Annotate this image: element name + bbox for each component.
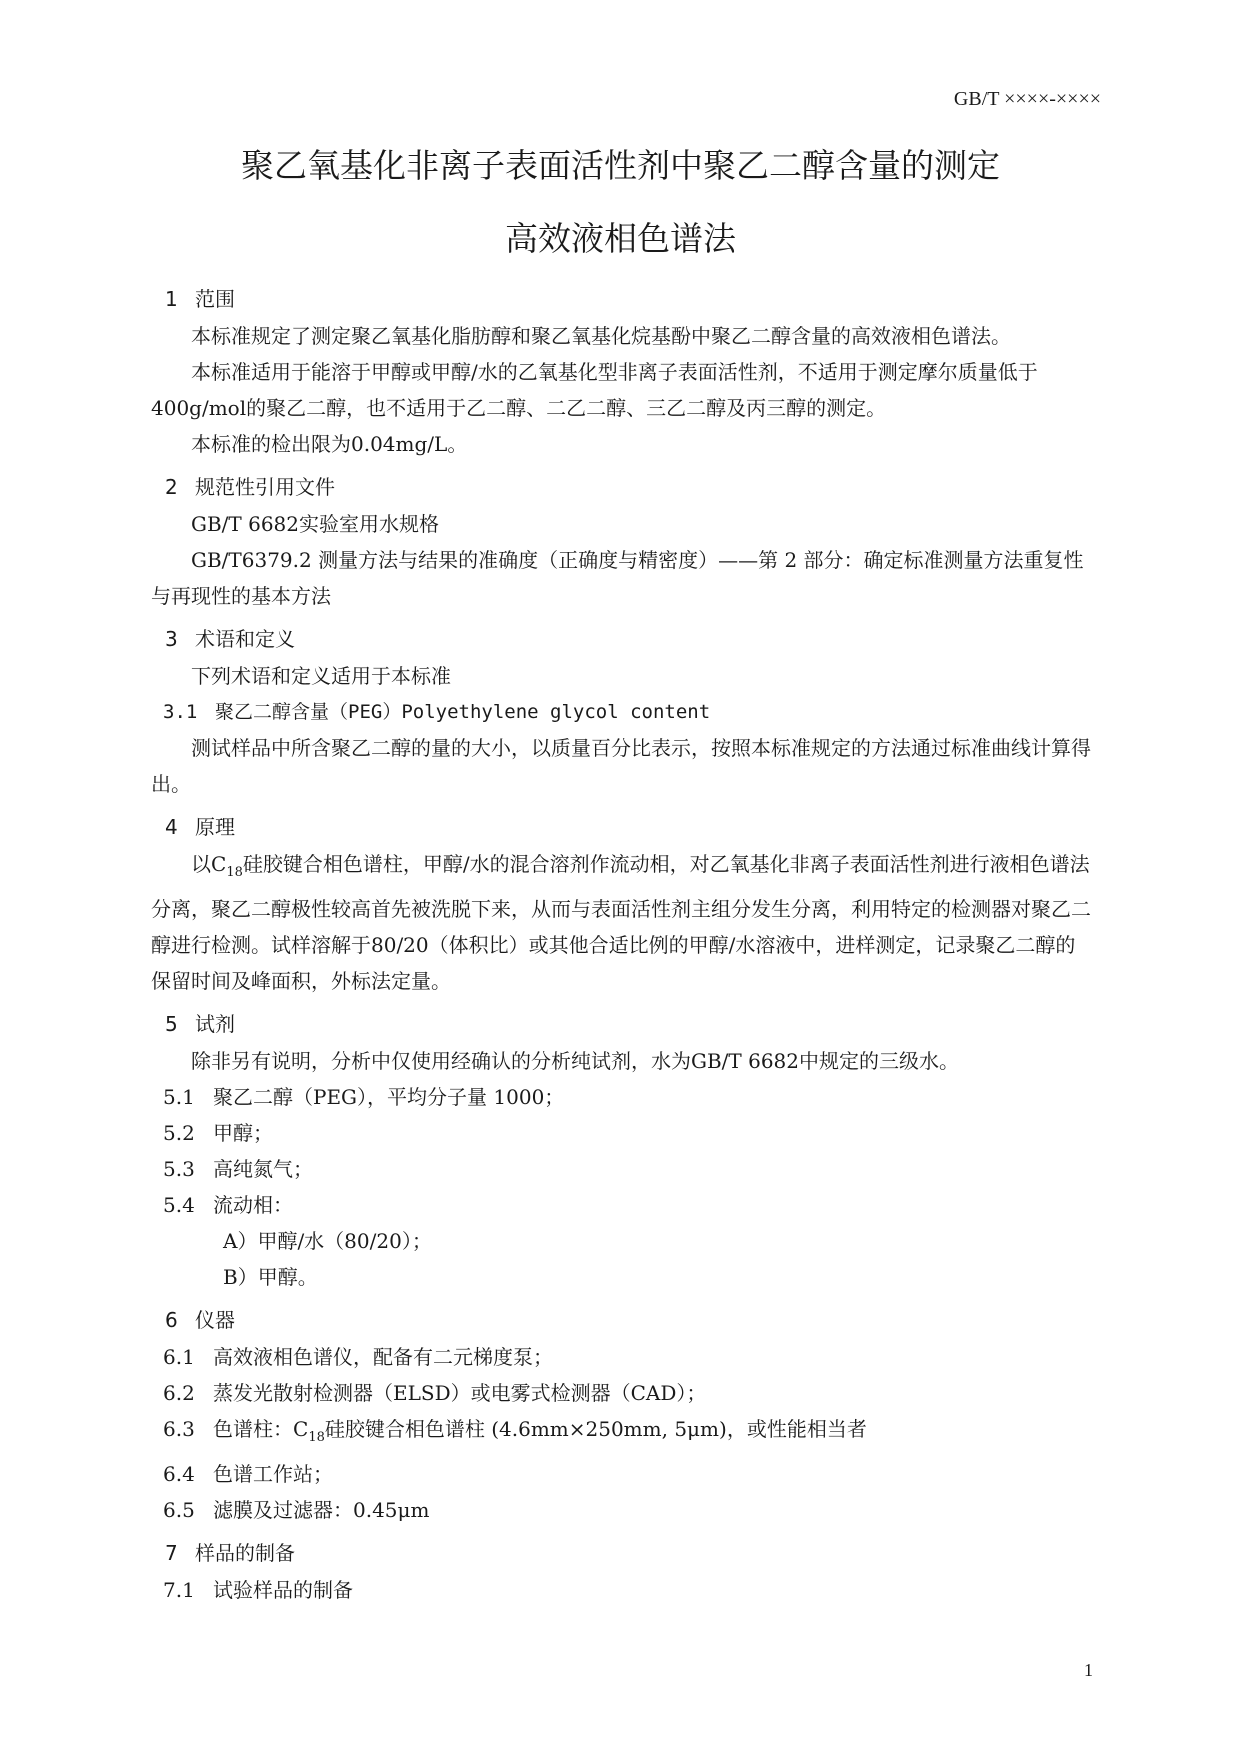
list-item xyxy=(151,1151,1091,1187)
section-title: 原理 xyxy=(195,815,235,839)
document-title: 聚乙氧基化非离子表面活性剂中聚乙二醇含量的测定 xyxy=(241,146,1000,185)
item-number: 5.1 xyxy=(163,1085,195,1109)
item-number: 5.2 xyxy=(163,1121,195,1145)
section-title: 规范性引用文件 xyxy=(195,475,335,499)
section-title: 范围 xyxy=(195,287,235,311)
item-number: 6.1 xyxy=(163,1345,195,1369)
section-heading-apparatus xyxy=(151,1301,1091,1339)
section-heading-sample-prep xyxy=(151,1534,1091,1572)
section-number: 1 xyxy=(165,287,178,311)
text-run: 以C xyxy=(191,852,227,876)
subscript: 18 xyxy=(226,865,243,880)
section-number: 3 xyxy=(165,627,178,651)
paragraph: 本标准规定了测定聚乙氧基化脂肪醇和聚乙氧基化烷基酚中聚乙二醇含量的高效液相色谱法。 xyxy=(191,324,1011,348)
paragraph: 本标准适用于能溶于甲醇或甲醇/水的乙氧基化型非离子表面活性剂，不适用于测定摩尔质量低于400g/mol的聚乙二醇，也不适用于乙二醇、二乙二醇、三乙二醇及丙三醇的测定。 xyxy=(151,360,1038,420)
item-number: 6.5 xyxy=(163,1498,195,1522)
list-item xyxy=(151,1079,1091,1115)
section-number: 5 xyxy=(165,1012,178,1036)
section-number: 4 xyxy=(165,815,178,839)
list-item xyxy=(151,1339,1091,1375)
item-text: 蒸发光散射检测器（ELSD）或电雾式检测器（CAD）； xyxy=(213,1381,707,1405)
page-number: 1 xyxy=(1084,1660,1093,1680)
list-item xyxy=(151,1115,1091,1151)
section-number: 6 xyxy=(165,1308,178,1332)
paragraph: 本标准的检出限为0.04mg/L。 xyxy=(191,432,468,456)
section-title: 仪器 xyxy=(195,1308,235,1332)
item-text: 高纯氮气； xyxy=(213,1157,313,1181)
item-text: 聚乙二醇（PEG），平均分子量 1000； xyxy=(213,1085,565,1109)
standard-code: GB/T ××××-×××× xyxy=(953,88,1101,110)
list-item xyxy=(151,1375,1091,1411)
section-number: 7 xyxy=(165,1541,178,1565)
item-text: 色谱工作站； xyxy=(213,1462,333,1486)
list-item xyxy=(151,1456,1091,1492)
list-item xyxy=(151,1492,1091,1528)
item-text: 流动相： xyxy=(213,1193,293,1217)
section-title: 试剂 xyxy=(195,1012,235,1036)
item-text: 滤膜及过滤器：0.45μm xyxy=(213,1498,430,1522)
item-text: 色谱柱：C xyxy=(213,1417,309,1441)
section-title: 样品的制备 xyxy=(195,1541,295,1565)
section-heading-terms xyxy=(151,620,1091,658)
section-heading-principle xyxy=(151,808,1091,846)
reference-item: GB/T6379.2 测量方法与结果的准确度（正确度与精密度）——第 2 部分：确定标准测量方法重复性与再现性的基本方法 xyxy=(151,548,1084,608)
subsection-heading xyxy=(151,1572,1091,1608)
subsection-heading xyxy=(151,694,1091,730)
item-number: 5.4 xyxy=(163,1193,195,1217)
reference-item: GB/T 6682实验室用水规格 xyxy=(191,512,440,536)
item-text: 硅胶键合相色谱柱 (4.6mm×250mm, 5μm)，或性能相当者 xyxy=(324,1417,867,1441)
item-text: 高效液相色谱仪，配备有二元梯度泵； xyxy=(213,1345,553,1369)
list-item xyxy=(151,1411,1091,1456)
paragraph xyxy=(151,846,1091,999)
subsection-title: 聚乙二醇含量（PEG）Polyethylene glycol content xyxy=(215,701,711,723)
section-heading-scope xyxy=(151,280,1091,318)
document-body xyxy=(151,280,1091,1608)
item-text: 甲醇； xyxy=(213,1121,273,1145)
list-item xyxy=(151,1187,1091,1223)
section-number: 2 xyxy=(165,475,178,499)
subsection-number: 3.1 xyxy=(163,701,198,723)
mobile-phase-b: B）甲醇。 xyxy=(223,1265,318,1289)
section-title: 术语和定义 xyxy=(195,627,295,651)
section-heading-references xyxy=(151,468,1091,506)
section-heading-reagents xyxy=(151,1005,1091,1043)
item-number: 6.3 xyxy=(163,1417,195,1441)
subsection-number: 7.1 xyxy=(163,1578,195,1602)
paragraph: 下列术语和定义适用于本标准 xyxy=(191,664,451,688)
text-run: 硅胶键合相色谱柱，甲醇/水的混合溶剂作流动相，对乙氧基化非离子表面活性剂进行液相色谱法分离，聚乙二醇极性较高首先被洗脱下来，从而与表面活性剂主组分发生分离，利用特定的检测器对聚乙二醇进行检测。试样溶解于80/20（体积比）或其他合适比例的甲醇/水溶液中，进样测定，记录聚乙二醇的保留时间及峰面积，外标法定量。 xyxy=(151,852,1091,993)
subsection-title: 试验样品的制备 xyxy=(213,1578,353,1602)
item-number: 6.2 xyxy=(163,1381,195,1405)
subscript: 18 xyxy=(308,1430,325,1445)
definition-text: 测试样品中所含聚乙二醇的量的大小，以质量百分比表示，按照本标准规定的方法通过标准曲线计算得出。 xyxy=(151,736,1091,796)
item-number: 6.4 xyxy=(163,1462,195,1486)
document-subtitle: 高效液相色谱法 xyxy=(505,219,736,258)
mobile-phase-a: A）甲醇/水（80/20）； xyxy=(223,1229,432,1253)
item-number: 5.3 xyxy=(163,1157,195,1181)
paragraph: 除非另有说明，分析中仅使用经确认的分析纯试剂，水为GB/T 6682中规定的三级水。 xyxy=(191,1049,960,1073)
